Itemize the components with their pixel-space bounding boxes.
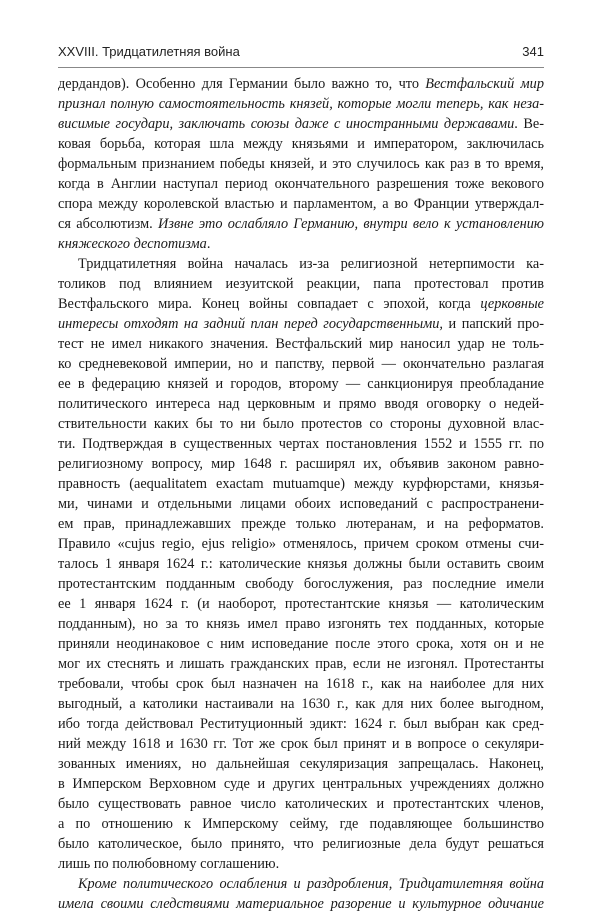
text-run: Вестфальского мира. Конец войны совпадает с эпохой, когда (58, 296, 481, 312)
text-run: ее в федерацию князей и городов, второму — санкционируя преобладание (58, 376, 544, 392)
text-line (58, 434, 544, 454)
text-line (58, 174, 544, 194)
text-run: приняли неодинаковое с ним исповедание после этого срока, хотя он и не (58, 636, 544, 652)
text-run: подданным), но за то князь имел право изгонять тех подданных, которые (58, 616, 544, 632)
text-line (58, 314, 544, 334)
text-line (58, 594, 544, 614)
text-run: толиков под влиянием иезуитской реакции, папа протестовал против (58, 276, 544, 292)
paragraph (58, 254, 544, 874)
running-header (58, 44, 544, 59)
text-line (58, 354, 544, 374)
text-run: ствительности каких бы то ни было протестов со стороны духовной влас- (58, 416, 544, 432)
italic-text: интересы отходят на задний план перед государственными, (58, 316, 444, 332)
text-run: лишь по полюбовному соглашению. (58, 856, 280, 872)
text-run: зованных имениях, но дальнейшая секуляризация запрещалась. Наконец, (58, 756, 544, 772)
text-line (58, 454, 544, 474)
text-run: религиозному вопросу, мир 1648 г. расширял их, объявив законом равно- (58, 456, 544, 472)
text-line (58, 154, 544, 174)
text-run: протестантским подданным свободу богослужения, раз последние имели (58, 576, 544, 592)
text-line (58, 274, 544, 294)
text-line (58, 334, 544, 354)
text-run: спора между королевской властью и парламентом, а во Франции утверждал- (58, 196, 544, 212)
text-line (58, 814, 544, 834)
page-number: 341 (522, 44, 544, 59)
text-line (58, 894, 544, 914)
text-line (58, 534, 544, 554)
text-run: в Имперском Верховном суде и других центральных учреждениях должно (58, 776, 544, 792)
text-line (58, 774, 544, 794)
text-line (58, 194, 544, 214)
text-run: ти. Подтверждая в существенных чертах постановления 1552 и 1555 гг. по (58, 436, 544, 452)
text-run: ми, чинами и отдельными лицами обоих исповеданий с распространени- (58, 496, 544, 512)
text-run: было существовать равное число католических и протестантских членов, (58, 796, 544, 812)
italic-text: имела своими следствиями материальное разорение и культурное одичание (58, 896, 544, 912)
text-run: . Ве- (514, 116, 544, 132)
text-line (58, 834, 544, 854)
text-line (58, 854, 544, 874)
text-run: . (206, 236, 211, 252)
text-line (58, 214, 544, 234)
text-run: а по отношению к Имперскому сейму, где подавляющее большинство (58, 816, 544, 832)
text-line (58, 574, 544, 594)
text-run: требовали, чтобы срок был назначен на 1618 г., как на наиболее для них (58, 676, 544, 692)
text-line (58, 734, 544, 754)
text-line (58, 554, 544, 574)
text-run: правность (aequalitatem exactam mutuamque) между курфюрстами, князья- (58, 476, 544, 492)
text-run: дердандов). Особенно для Германии было важно то, что (58, 76, 426, 92)
text-run: ко средневековой империи, но и папству, первой — окончательно разлагая (58, 356, 544, 372)
italic-text: Извне это ослабляло Германию, внутри вело к установлению (158, 216, 544, 232)
italic-text: княжеского деспотизма (58, 236, 207, 252)
text-run: ний между 1618 и 1630 гг. Тот же срок был принят и в вопросе о секуляри- (58, 736, 544, 752)
text-line (58, 374, 544, 394)
text-line (58, 414, 544, 434)
text-line (58, 254, 544, 274)
text-line (58, 634, 544, 654)
text-line (58, 134, 544, 154)
text-run: ее 1 января 1624 г. (и наоборот, протестантские князья — католическим (58, 596, 544, 612)
text-run: формальным признанием победы князей, и это случилось как раз в то время, (58, 156, 544, 172)
text-line (58, 794, 544, 814)
text-line (58, 874, 544, 894)
paragraph (58, 874, 544, 914)
text-run: Правило «cujus regio, ejus religio» отменялось, причем сроком отмены счи- (58, 536, 544, 552)
header-rule (58, 67, 544, 68)
text-line (58, 694, 544, 714)
text-line (58, 94, 544, 114)
italic-text: церковные (480, 296, 544, 312)
text-line (58, 614, 544, 634)
text-line (58, 494, 544, 514)
text-run: политического интереса над церковным и прямо вводя оговорку о недей- (58, 396, 544, 412)
paragraph (58, 74, 544, 254)
italic-text: Вестфальский мир (425, 76, 544, 92)
text-run: ем прав, принадлежавших прежде только лютеранам, и на реформатов. (58, 516, 544, 532)
text-run: ся абсолютизм. (58, 216, 159, 232)
text-run: мог их стеснять и лишать гражданских прав, если не изгонял. Протестанты (58, 656, 544, 672)
text-line (58, 754, 544, 774)
text-line (58, 234, 544, 254)
text-run: выгодный, а католики настаивали на 1630 г., как для них более выгодном, (58, 696, 544, 712)
italic-text: признал полную самостоятельность князей, которые могли теперь, как неза- (58, 96, 544, 112)
text-line (58, 294, 544, 314)
text-run: и папский про- (443, 316, 545, 332)
text-line (58, 114, 544, 134)
body-text (58, 74, 544, 914)
text-line (58, 74, 544, 94)
italic-text: висимые государи, заключать союзы даже с иностранными державами (58, 116, 515, 132)
italic-text: Кроме политического ослабления и раздробления, Тридцатилетняя война (78, 876, 544, 892)
text-run: тест не имел никакого значения. Вестфальский мир наносил удар не толь- (58, 336, 544, 352)
text-run: талось 1 января 1624 г.: католические князья должны были оставить своим (58, 556, 544, 572)
text-line (58, 474, 544, 494)
text-run: Тридцатилетняя война началась из-за религиозной нетерпимости ка- (78, 256, 544, 272)
text-line (58, 714, 544, 734)
text-run: ковая борьба, которая шла между князьями и императором, заключилась (58, 136, 544, 152)
text-line (58, 394, 544, 414)
text-line (58, 514, 544, 534)
chapter-title: XXVIII. Тридцатилетняя война (58, 44, 240, 59)
text-run: было католическое, было принято, что религиозные дела будут решаться (58, 836, 544, 852)
text-line (58, 654, 544, 674)
text-run: ибо тогда действовал Реституционный эдикт: 1624 г. был выбран как сред- (58, 716, 544, 732)
text-run: когда в Англии наступал период окончательного разрешения тоже векового (58, 176, 544, 192)
text-line (58, 674, 544, 694)
